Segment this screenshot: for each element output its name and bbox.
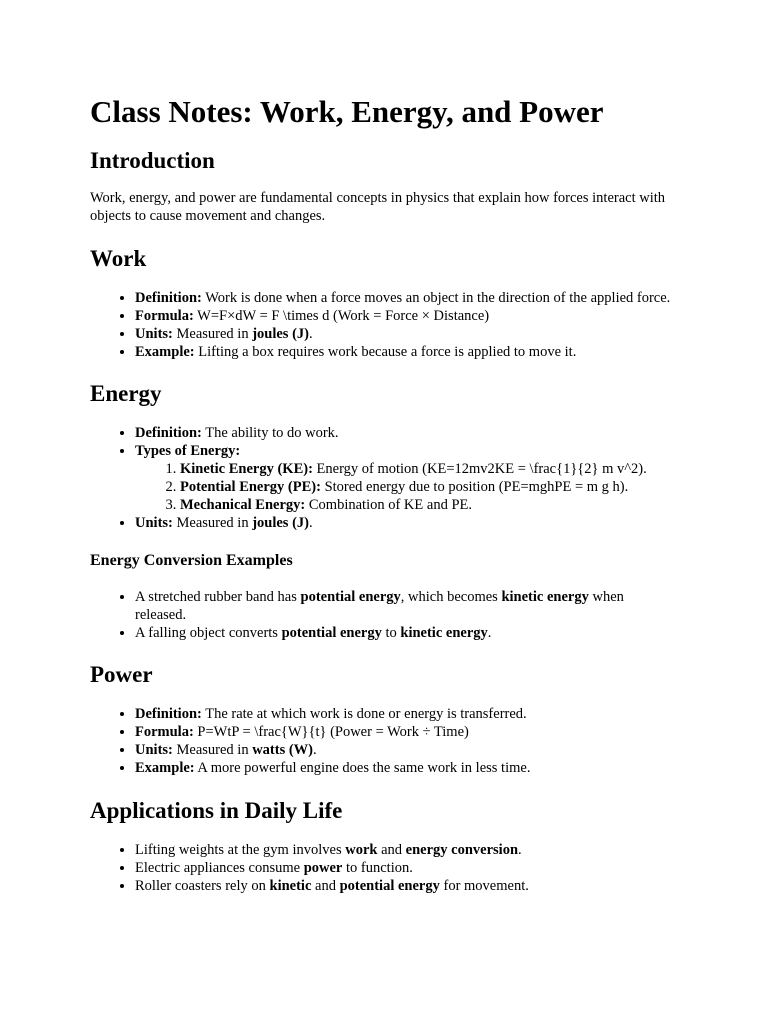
work-definition-item: • Definition: Work is done when a force moves an object in the direction of the applied force.: [135, 289, 678, 307]
work-units-item: • Units: Measured in joules (J).: [135, 325, 678, 343]
work-heading: Work: [90, 246, 147, 271]
work-example-item: • Example: Lifting a box requires work because a force is applied to move it.: [135, 343, 678, 361]
power-definition-item: • Definition: The rate at which work is done or energy is transferred.: [135, 705, 678, 723]
power-units-item: • Units: Measured in watts (W).: [135, 741, 678, 759]
applications-list: [90, 841, 678, 895]
page-title: Class Notes: Work, Energy, and Power: [90, 94, 604, 129]
application-item-gym: • Lifting weights at the gym involves work and energy conversion.: [135, 841, 678, 859]
energy-heading: Energy: [90, 381, 162, 406]
application-item-roller-coasters: • Roller coasters rely on kinetic and potential energy for movement.: [135, 877, 678, 895]
energy-type-mechanical: 3. Mechanical Energy: Combination of KE and PE.: [180, 496, 678, 514]
energy-conversion-heading: Energy Conversion Examples: [90, 552, 293, 569]
conversion-item-rubber-band: • A stretched rubber band has potential energy, which becomes kinetic energy when released.: [135, 588, 678, 624]
work-formula-item: • Formula: W=F×dW = F \times d (Work = Force × Distance): [135, 307, 678, 325]
energy-type-kinetic: 1. Kinetic Energy (KE): Energy of motion (KE=12mv2KE = \frac{1}{2} m v^2).: [180, 460, 678, 478]
energy-units-item: • Units: Measured in joules (J).: [135, 514, 678, 532]
application-item-appliances: • Electric appliances consume power to function.: [135, 859, 678, 877]
conversion-item-falling-object: • A falling object converts potential energy to kinetic energy.: [135, 624, 678, 642]
power-heading: Power: [90, 662, 153, 687]
energy-types-list: [135, 460, 678, 514]
energy-list: [90, 424, 678, 532]
introduction-paragraph: Work, energy, and power are fundamental concepts in physics that explain how forces interact with objects to cause movement and changes.: [90, 190, 666, 224]
introduction-heading: Introduction: [90, 148, 215, 173]
power-example-item: • Example: A more powerful engine does the same work in less time.: [135, 759, 678, 777]
work-list: [90, 289, 678, 361]
power-formula-item: • Formula: P=WtP = \frac{W}{t} (Power = Work ÷ Time): [135, 723, 678, 741]
energy-type-potential: 2. Potential Energy (PE): Stored energy due to position (PE=mghPE = m g h).: [180, 478, 678, 496]
energy-definition-item: • Definition: The ability to do work.: [135, 424, 678, 442]
energy-conversion-list: [90, 588, 678, 642]
power-list: [90, 705, 678, 777]
applications-heading: Applications in Daily Life: [90, 798, 343, 823]
energy-types-item: • Types of Energy: 1. Kinetic Energy (KE): Energy of motion (KE=12mv2KE = \frac{1}{2} m v^2). 2. Potential Energy (PE): Stored energy due to position (PE=mghPE = m g h). 3. Mechanical Energy: Combination of KE and PE.: [135, 442, 678, 514]
